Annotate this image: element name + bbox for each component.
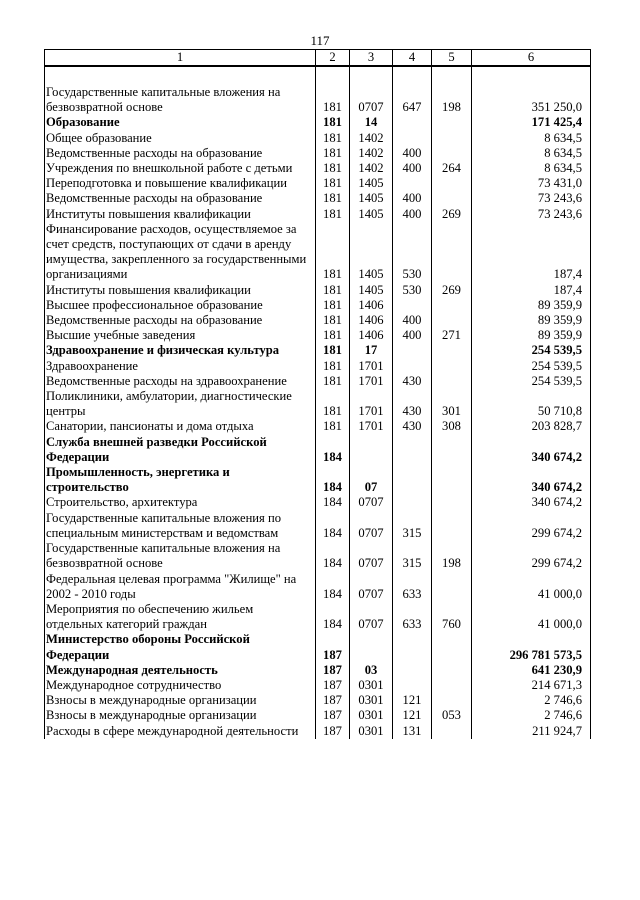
row-code-4 (393, 343, 432, 358)
row-code-5 (432, 511, 472, 541)
row-code-2: 181 (316, 283, 350, 298)
row-code-3: 0707 (350, 85, 393, 115)
row-name: Ведомственные расходы на образование (45, 191, 316, 206)
row-code-4: 400 (393, 146, 432, 161)
row-amount: 8 634,5 (472, 161, 591, 176)
row-code-4: 530 (393, 222, 432, 283)
row-code-2: 181 (316, 146, 350, 161)
table-row (45, 176, 591, 191)
row-code-5: 760 (432, 602, 472, 632)
row-code-2: 181 (316, 328, 350, 343)
row-code-5 (432, 495, 472, 510)
row-code-4 (393, 465, 432, 495)
row-code-4: 633 (393, 572, 432, 602)
row-code-2: 187 (316, 693, 350, 708)
row-code-4: 315 (393, 511, 432, 541)
row-amount: 171 425,4 (472, 115, 591, 130)
row-code-5 (432, 435, 472, 465)
row-amount: 73 243,6 (472, 207, 591, 222)
row-name: Здравоохранение (45, 359, 316, 374)
row-code-4: 400 (393, 313, 432, 328)
row-amount: 203 828,7 (472, 419, 591, 434)
row-amount: 351 250,0 (472, 85, 591, 115)
row-code-5 (432, 298, 472, 313)
row-code-4: 131 (393, 724, 432, 739)
table-row (45, 313, 591, 328)
row-code-3: 1402 (350, 131, 393, 146)
row-amount: 73 243,6 (472, 191, 591, 206)
row-code-2: 181 (316, 359, 350, 374)
row-name: Расходы в сфере международной деятельности (45, 724, 316, 739)
table-row (45, 602, 591, 632)
row-code-3: 1701 (350, 359, 393, 374)
row-name: Финансирование расходов, осуществляемое за счет средств, поступающих от сдачи в аренду имущества, закрепленного за государственными организациями (45, 222, 316, 283)
row-code-4 (393, 176, 432, 191)
row-code-5: 198 (432, 541, 472, 571)
table-row (45, 207, 591, 222)
row-amount: 187,4 (472, 222, 591, 283)
row-code-4: 315 (393, 541, 432, 571)
table-row (45, 283, 591, 298)
row-code-3 (350, 435, 393, 465)
row-code-5: 198 (432, 85, 472, 115)
table-row (45, 146, 591, 161)
row-code-3: 1402 (350, 146, 393, 161)
row-code-2: 181 (316, 389, 350, 419)
row-amount: 214 671,3 (472, 678, 591, 693)
row-code-2: 181 (316, 298, 350, 313)
row-amount: 296 781 573,5 (472, 632, 591, 662)
row-code-3: 0707 (350, 572, 393, 602)
table-row (45, 419, 591, 434)
row-code-5 (432, 146, 472, 161)
row-code-4 (393, 298, 432, 313)
row-code-2: 181 (316, 191, 350, 206)
row-amount: 2 746,6 (472, 693, 591, 708)
row-code-3: 0707 (350, 602, 393, 632)
row-code-4 (393, 632, 432, 662)
table-row (45, 435, 591, 465)
table-row (45, 495, 591, 510)
row-name: Ведомственные расходы на здравоохранение (45, 374, 316, 389)
table-row (45, 465, 591, 495)
table-row (45, 161, 591, 176)
row-name: Международная деятельность (45, 663, 316, 678)
row-code-3: 1405 (350, 222, 393, 283)
row-name: Высшее профессиональное образование (45, 298, 316, 313)
row-name: Строительство, архитектура (45, 495, 316, 510)
row-code-2: 181 (316, 313, 350, 328)
row-amount: 89 359,9 (472, 328, 591, 343)
row-code-5: 264 (432, 161, 472, 176)
row-code-4: 530 (393, 283, 432, 298)
row-amount: 89 359,9 (472, 298, 591, 313)
row-code-2: 184 (316, 495, 350, 510)
row-code-3: 17 (350, 343, 393, 358)
row-code-2: 184 (316, 435, 350, 465)
row-name: Взносы в международные организации (45, 693, 316, 708)
row-code-3: 1406 (350, 313, 393, 328)
table-row (45, 511, 591, 541)
row-name: Международное сотрудничество (45, 678, 316, 693)
row-code-5 (432, 131, 472, 146)
row-code-3: 0301 (350, 708, 393, 723)
row-amount: 41 000,0 (472, 572, 591, 602)
header-col-3: 3 (350, 50, 393, 67)
row-code-2: 181 (316, 161, 350, 176)
table-body (45, 66, 591, 739)
row-amount: 41 000,0 (472, 602, 591, 632)
row-amount: 340 674,2 (472, 435, 591, 465)
page-number: 117 (310, 33, 330, 48)
row-code-5: 271 (432, 328, 472, 343)
row-code-5 (432, 343, 472, 358)
row-name: Институты повышения квалификации (45, 283, 316, 298)
row-name: Ведомственные расходы на образование (45, 313, 316, 328)
row-code-2: 184 (316, 602, 350, 632)
row-code-4: 647 (393, 85, 432, 115)
row-code-3: 1405 (350, 283, 393, 298)
row-code-3: 1405 (350, 176, 393, 191)
row-code-5 (432, 222, 472, 283)
row-code-5 (432, 359, 472, 374)
row-code-3: 1402 (350, 161, 393, 176)
row-name: Взносы в международные организации (45, 708, 316, 723)
table-row (45, 632, 591, 662)
table-row (45, 374, 591, 389)
row-code-4 (393, 359, 432, 374)
row-code-5 (432, 678, 472, 693)
row-name: Институты повышения квалификации (45, 207, 316, 222)
table-row (45, 191, 591, 206)
row-code-3: 1701 (350, 419, 393, 434)
row-amount: 211 924,7 (472, 724, 591, 739)
row-code-5 (432, 374, 472, 389)
row-code-2: 187 (316, 678, 350, 693)
row-code-5 (432, 693, 472, 708)
row-code-3: 1405 (350, 207, 393, 222)
row-code-3: 14 (350, 115, 393, 130)
row-code-3: 0707 (350, 541, 393, 571)
row-name: Поликлиники, амбулатории, диагностические центры (45, 389, 316, 419)
row-code-5: 301 (432, 389, 472, 419)
row-code-4: 430 (393, 389, 432, 419)
row-code-5: 269 (432, 283, 472, 298)
row-name: Здравоохранение и физическая культура (45, 343, 316, 358)
row-amount: 89 359,9 (472, 313, 591, 328)
row-code-4 (393, 435, 432, 465)
spacer-row (45, 66, 591, 85)
header-col-5: 5 (432, 50, 472, 67)
row-code-2: 184 (316, 511, 350, 541)
table-row (45, 389, 591, 419)
row-code-3: 0707 (350, 495, 393, 510)
row-name: Промышленность, энергетика и строительство (45, 465, 316, 495)
row-code-5 (432, 176, 472, 191)
row-code-2: 181 (316, 374, 350, 389)
row-name: Министерство обороны Российской Федерации (45, 632, 316, 662)
row-code-5 (432, 724, 472, 739)
row-code-5 (432, 115, 472, 130)
header-col-4: 4 (393, 50, 432, 67)
row-code-3: 1701 (350, 389, 393, 419)
row-code-2: 184 (316, 572, 350, 602)
table-row (45, 328, 591, 343)
row-name: Мероприятия по обеспечению жильем отдельных категорий граждан (45, 602, 316, 632)
row-code-2: 187 (316, 632, 350, 662)
row-amount: 254 539,5 (472, 374, 591, 389)
table-row (45, 678, 591, 693)
table-row (45, 708, 591, 723)
row-code-4 (393, 115, 432, 130)
row-amount: 187,4 (472, 283, 591, 298)
row-code-4 (393, 495, 432, 510)
row-code-3: 07 (350, 465, 393, 495)
row-code-4 (393, 678, 432, 693)
table-row (45, 693, 591, 708)
row-code-3 (350, 632, 393, 662)
row-code-2: 187 (316, 724, 350, 739)
table-row (45, 131, 591, 146)
row-name: Высшие учебные заведения (45, 328, 316, 343)
row-code-2: 184 (316, 465, 350, 495)
row-code-2: 181 (316, 207, 350, 222)
row-code-5 (432, 663, 472, 678)
row-code-3: 1406 (350, 328, 393, 343)
row-amount: 8 634,5 (472, 131, 591, 146)
table-row (45, 359, 591, 374)
header-col-6: 6 (472, 50, 591, 67)
table-row (45, 541, 591, 571)
row-code-4: 430 (393, 419, 432, 434)
row-name: Государственные капитальные вложения на безвозвратной основе (45, 85, 316, 115)
row-code-5 (432, 632, 472, 662)
row-code-5 (432, 191, 472, 206)
row-code-3: 03 (350, 663, 393, 678)
row-code-3: 0707 (350, 511, 393, 541)
row-code-3: 1405 (350, 191, 393, 206)
row-code-3: 0301 (350, 724, 393, 739)
row-code-2: 181 (316, 115, 350, 130)
row-amount: 340 674,2 (472, 465, 591, 495)
row-amount: 299 674,2 (472, 511, 591, 541)
row-code-5: 308 (432, 419, 472, 434)
row-name: Ведомственные расходы на образование (45, 146, 316, 161)
row-code-3: 0301 (350, 693, 393, 708)
row-code-5: 269 (432, 207, 472, 222)
table-row (45, 222, 591, 283)
row-amount: 641 230,9 (472, 663, 591, 678)
header-col-1: 1 (45, 50, 316, 67)
row-name: Учреждения по внешкольной работе с детьми (45, 161, 316, 176)
row-amount: 8 634,5 (472, 146, 591, 161)
row-name: Государственные капитальные вложения на безвозвратной основе (45, 541, 316, 571)
row-code-2: 181 (316, 131, 350, 146)
header-col-2: 2 (316, 50, 350, 67)
row-code-4 (393, 131, 432, 146)
row-code-4: 400 (393, 161, 432, 176)
table-row (45, 85, 591, 115)
row-code-2: 184 (316, 541, 350, 571)
row-code-5: 053 (432, 708, 472, 723)
table-row (45, 572, 591, 602)
row-code-3: 1406 (350, 298, 393, 313)
row-code-2: 181 (316, 419, 350, 434)
row-amount: 73 431,0 (472, 176, 591, 191)
row-code-2: 181 (316, 176, 350, 191)
row-name: Переподготовка и повышение квалификации (45, 176, 316, 191)
row-name: Общее образование (45, 131, 316, 146)
header-row (45, 50, 591, 67)
table-row (45, 663, 591, 678)
row-code-4: 121 (393, 693, 432, 708)
row-code-2: 181 (316, 222, 350, 283)
row-code-2: 181 (316, 343, 350, 358)
table-row (45, 724, 591, 739)
row-name: Служба внешней разведки Российской Федерации (45, 435, 316, 465)
row-amount: 254 539,5 (472, 343, 591, 358)
row-name: Государственные капитальные вложения по специальным министерствам и ведомствам (45, 511, 316, 541)
row-code-5 (432, 572, 472, 602)
row-amount: 340 674,2 (472, 495, 591, 510)
table-row (45, 115, 591, 130)
row-code-4: 400 (393, 328, 432, 343)
row-name: Образование (45, 115, 316, 130)
row-code-5 (432, 313, 472, 328)
row-amount: 299 674,2 (472, 541, 591, 571)
row-amount: 50 710,8 (472, 389, 591, 419)
row-code-2: 187 (316, 708, 350, 723)
row-code-3: 1701 (350, 374, 393, 389)
row-name: Санатории, пансионаты и дома отдыха (45, 419, 316, 434)
row-code-2: 187 (316, 663, 350, 678)
row-amount: 254 539,5 (472, 359, 591, 374)
table-row (45, 298, 591, 313)
row-name: Федеральная целевая программа "Жилище" на 2002 - 2010 годы (45, 572, 316, 602)
table-row (45, 343, 591, 358)
row-code-4: 633 (393, 602, 432, 632)
row-code-3: 0301 (350, 678, 393, 693)
row-code-5 (432, 465, 472, 495)
row-amount: 2 746,6 (472, 708, 591, 723)
row-code-4: 400 (393, 191, 432, 206)
row-code-2: 181 (316, 85, 350, 115)
row-code-4 (393, 663, 432, 678)
row-code-4: 121 (393, 708, 432, 723)
budget-table (44, 49, 591, 739)
row-code-4: 430 (393, 374, 432, 389)
row-code-4: 400 (393, 207, 432, 222)
